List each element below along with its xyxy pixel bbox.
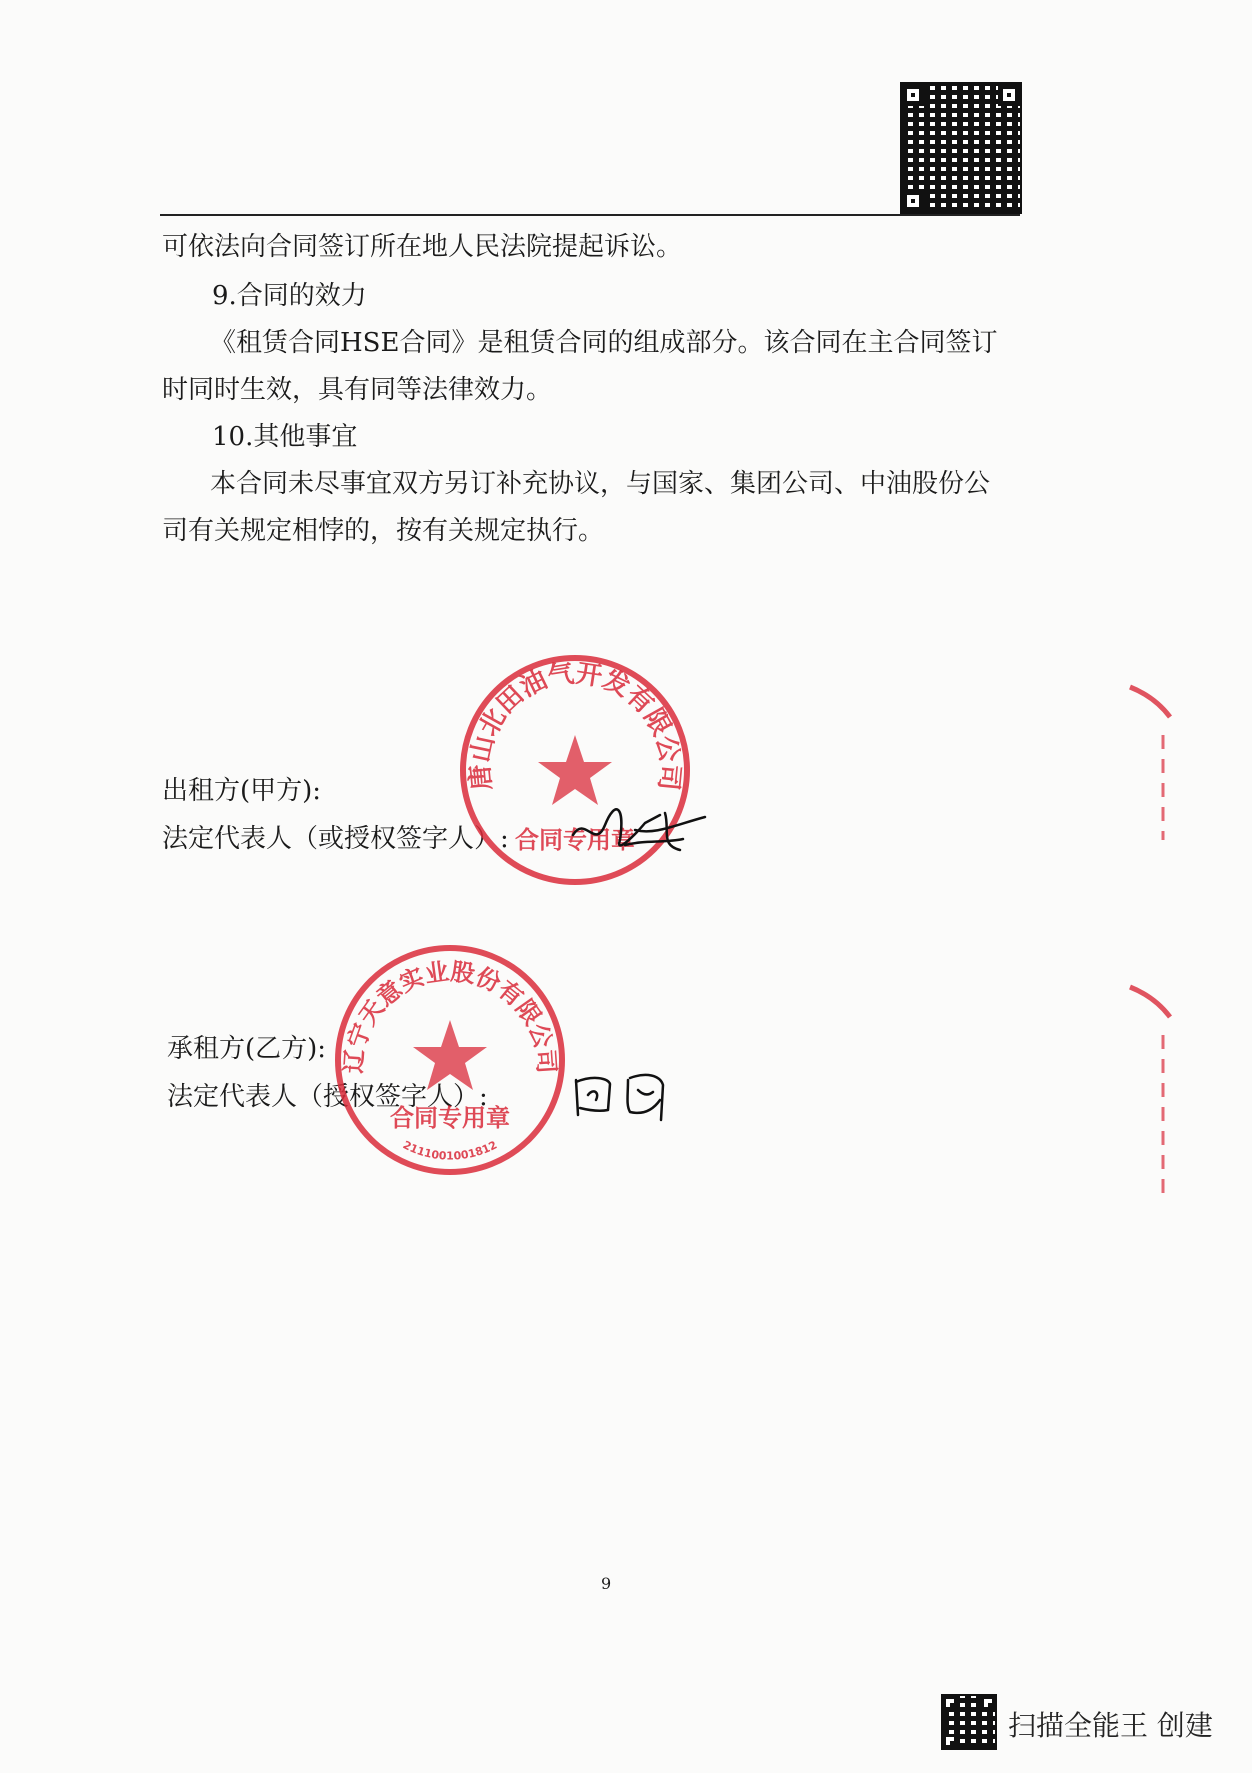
header-rule (160, 214, 1020, 216)
section-9-heading: 9.合同的效力 (212, 281, 367, 311)
seal-edge-fragment-top (1125, 675, 1175, 850)
svg-text:2111001001812: 2111001001812 (400, 1138, 500, 1163)
party-a-rep-label: 法定代表人（或授权签字人）: (162, 824, 509, 854)
qr-code (902, 84, 1020, 212)
body-line-4: 时同时生效，具有同等法律效力。 (162, 375, 553, 405)
svg-text:辽宁天意实业股份有限公司: 辽宁天意实业股份有限公司 (339, 957, 561, 1075)
svg-text:合同专用章: 合同专用章 (390, 1104, 510, 1132)
section-10-heading: 10.其他事宜 (212, 422, 358, 452)
party-a-role-label: 出租方(甲方): (162, 776, 322, 806)
signature-b (568, 1060, 678, 1130)
svg-text:唐山北田油气开发有限公司: 唐山北田油气开发有限公司 (465, 658, 685, 792)
body-line-3: 《租赁合同HSE合同》是租赁合同的组成部分。该合同在主合同签订 (210, 328, 998, 358)
signature-a (565, 795, 715, 865)
body-line-6: 本合同未尽事宜双方另订补充协议，与国家、集团公司、中油股份公 (210, 469, 991, 499)
page-number: 9 (601, 1574, 612, 1593)
company-seal-b (330, 940, 570, 1180)
party-b-rep-label: 法定代表人（授权签字人）: (167, 1082, 488, 1112)
body-line-1: 可依法向合同签订所在地人民法院提起诉讼。 (162, 232, 683, 262)
scanner-credit: 扫描全能王 创建 (1008, 1709, 1213, 1742)
seal-edge-fragment-bottom (1125, 975, 1175, 1205)
footer-qr-code (943, 1696, 995, 1748)
svg-text:合同专用章: 合同专用章 (515, 826, 635, 854)
party-b-role-label: 承租方(乙方): (167, 1034, 327, 1064)
body-line-7: 司有关规定相悖的，按有关规定执行。 (162, 516, 605, 546)
